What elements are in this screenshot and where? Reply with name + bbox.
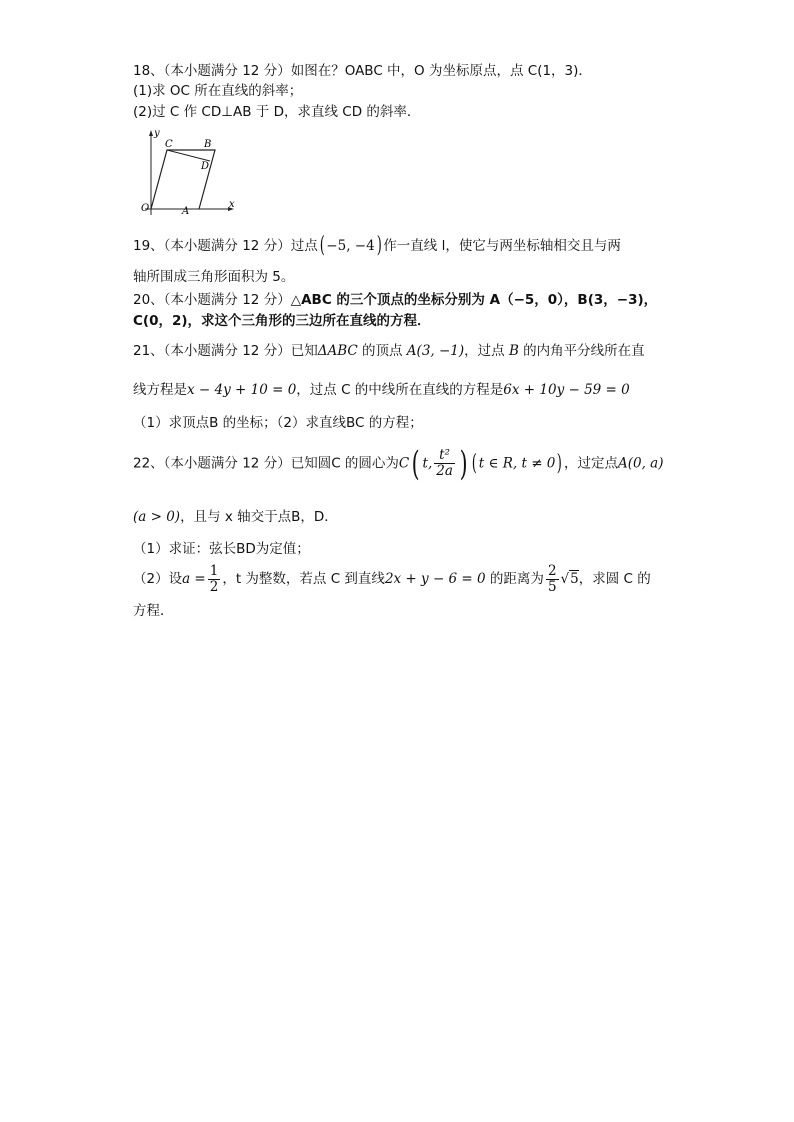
q19-line2: 轴所围成三角形面积为 5。 xyxy=(133,269,295,285)
q18-parallelogram-figure xyxy=(137,127,237,217)
q22-line4 xyxy=(133,563,651,595)
q22-a-eq: a = xyxy=(182,571,206,587)
q18-figure-label-y: y xyxy=(154,128,160,139)
q22-mid: ，过定点 xyxy=(563,455,618,472)
q18-figure-label-a: A xyxy=(182,206,190,217)
q22-line2-cond: (a > 0) xyxy=(133,509,181,525)
q22-t: t, xyxy=(422,455,433,472)
q22-dist-fraction xyxy=(546,564,559,595)
q18-figure-label-b: B xyxy=(204,139,212,150)
q22-line2 xyxy=(133,508,338,526)
q21-line1 xyxy=(133,342,645,360)
q22-line4-mid: ，t 为整数，若点 C 到直线 xyxy=(222,571,385,587)
q22-frac-den: 2a xyxy=(436,463,453,479)
q22-dist-num: 2 xyxy=(547,562,557,579)
q22-sqrt-symbol: √ xyxy=(560,571,570,587)
q22-sqrt-value: 5 xyxy=(570,571,579,587)
q22-line4-end: ，求圆 C 的 xyxy=(578,571,651,587)
q22-frac-num: t² xyxy=(434,448,455,464)
q22-half-num: 1 xyxy=(209,562,219,579)
q21-vertex-text: 的顶点 xyxy=(357,343,407,359)
q21-eq2: 6x + 10y − 59 = 0 xyxy=(503,382,630,398)
q22-dist-den: 5 xyxy=(547,578,557,595)
q19-paren-open: ( xyxy=(319,233,325,258)
q22-half-den: 2 xyxy=(209,578,219,595)
q21-line2-prefix: 线方程是 xyxy=(133,382,187,398)
q19-prefix: 19、（本小题满分 12 分）过点 xyxy=(133,238,318,254)
q22-line1: 22、（本小题满分 12 分）已知圆C 的圆心为C( t, $\frac{\text{t²}}{2a}$ ) ( t ∈ R, t ≠ 0) ，过定点A(0, a) xyxy=(133,443,664,484)
q21-prefix: 21、（本小题满分 12 分）已知 xyxy=(133,343,318,359)
q18-line1: 18、（本小题满分 12 分）如图在？OABC 中，O 为坐标原点，点 C(1，3)． xyxy=(133,63,592,79)
q22-line5: 方程． xyxy=(133,603,174,619)
q22-line4-prefix: （2）设 xyxy=(133,571,183,587)
q22-c: C xyxy=(398,455,410,472)
q21-eq1: x − 4y + 10 = 0 xyxy=(187,382,297,398)
q19-suffix: 作一直线 l，使它与两坐标轴相交且与两 xyxy=(383,238,621,254)
q19-paren-close: ) xyxy=(376,233,382,258)
q22-cond: t ∈ R, t ≠ 0 xyxy=(478,455,556,472)
q22-line3: （1）求证：弦长BD为定值； xyxy=(133,541,310,557)
q18-figure-label-o: O xyxy=(141,203,150,214)
q21-line2 xyxy=(133,381,630,399)
q18-figure-label-d: D xyxy=(201,161,210,172)
q22-center-fraction xyxy=(434,448,455,479)
q19-line1 xyxy=(133,233,621,258)
q18-line3: (2)过 C 作 CD⊥AB 于 D，求直线 CD 的斜率． xyxy=(133,104,421,120)
q20-prefix: 20、（本小题满分 12 分） xyxy=(133,292,291,308)
q21-line2-mid: ，过点 C 的中线所在直线的方程是 xyxy=(296,382,504,398)
q20-line2: C(0，2)，求这个三角形的三边所在直线的方程． xyxy=(133,313,431,329)
q22-line-eq: 2x + y − 6 = 0 xyxy=(384,571,486,587)
q21-triangle: ΔABC xyxy=(317,343,358,359)
q18-figure-label-c: C xyxy=(165,139,173,150)
q18-figure-label-x: x xyxy=(229,199,235,210)
q22-point: A(0, a) xyxy=(617,455,664,472)
q21-b: B xyxy=(508,343,519,359)
q21-vertex: A(3, −1) xyxy=(406,343,465,359)
q22-line2-text: ，且与 x 轴交于点B，D． xyxy=(180,509,338,525)
q21-mid-text: ，过点 xyxy=(464,343,509,359)
q21-suffix: 的内角平分线所在直 xyxy=(518,343,645,359)
q20-line1-bold: △ABC 的三个顶点的坐标分别为 A（−5，0），B(3，−3)， xyxy=(290,292,658,308)
q19-point: −5, −4 xyxy=(326,238,375,254)
q18-line2: (1)求 OC 所在直线的斜率； xyxy=(133,83,303,99)
q20-line1 xyxy=(133,291,657,309)
q21-line3: （1）求顶点B 的坐标；（2）求直线BC 的方程； xyxy=(133,415,423,431)
q22-line4-dist: 的距离为 xyxy=(485,571,544,587)
q22-half-fraction xyxy=(208,564,221,595)
q22-prefix: 22、（本小题满分 12 分）已知圆C 的圆心为 xyxy=(133,455,399,472)
